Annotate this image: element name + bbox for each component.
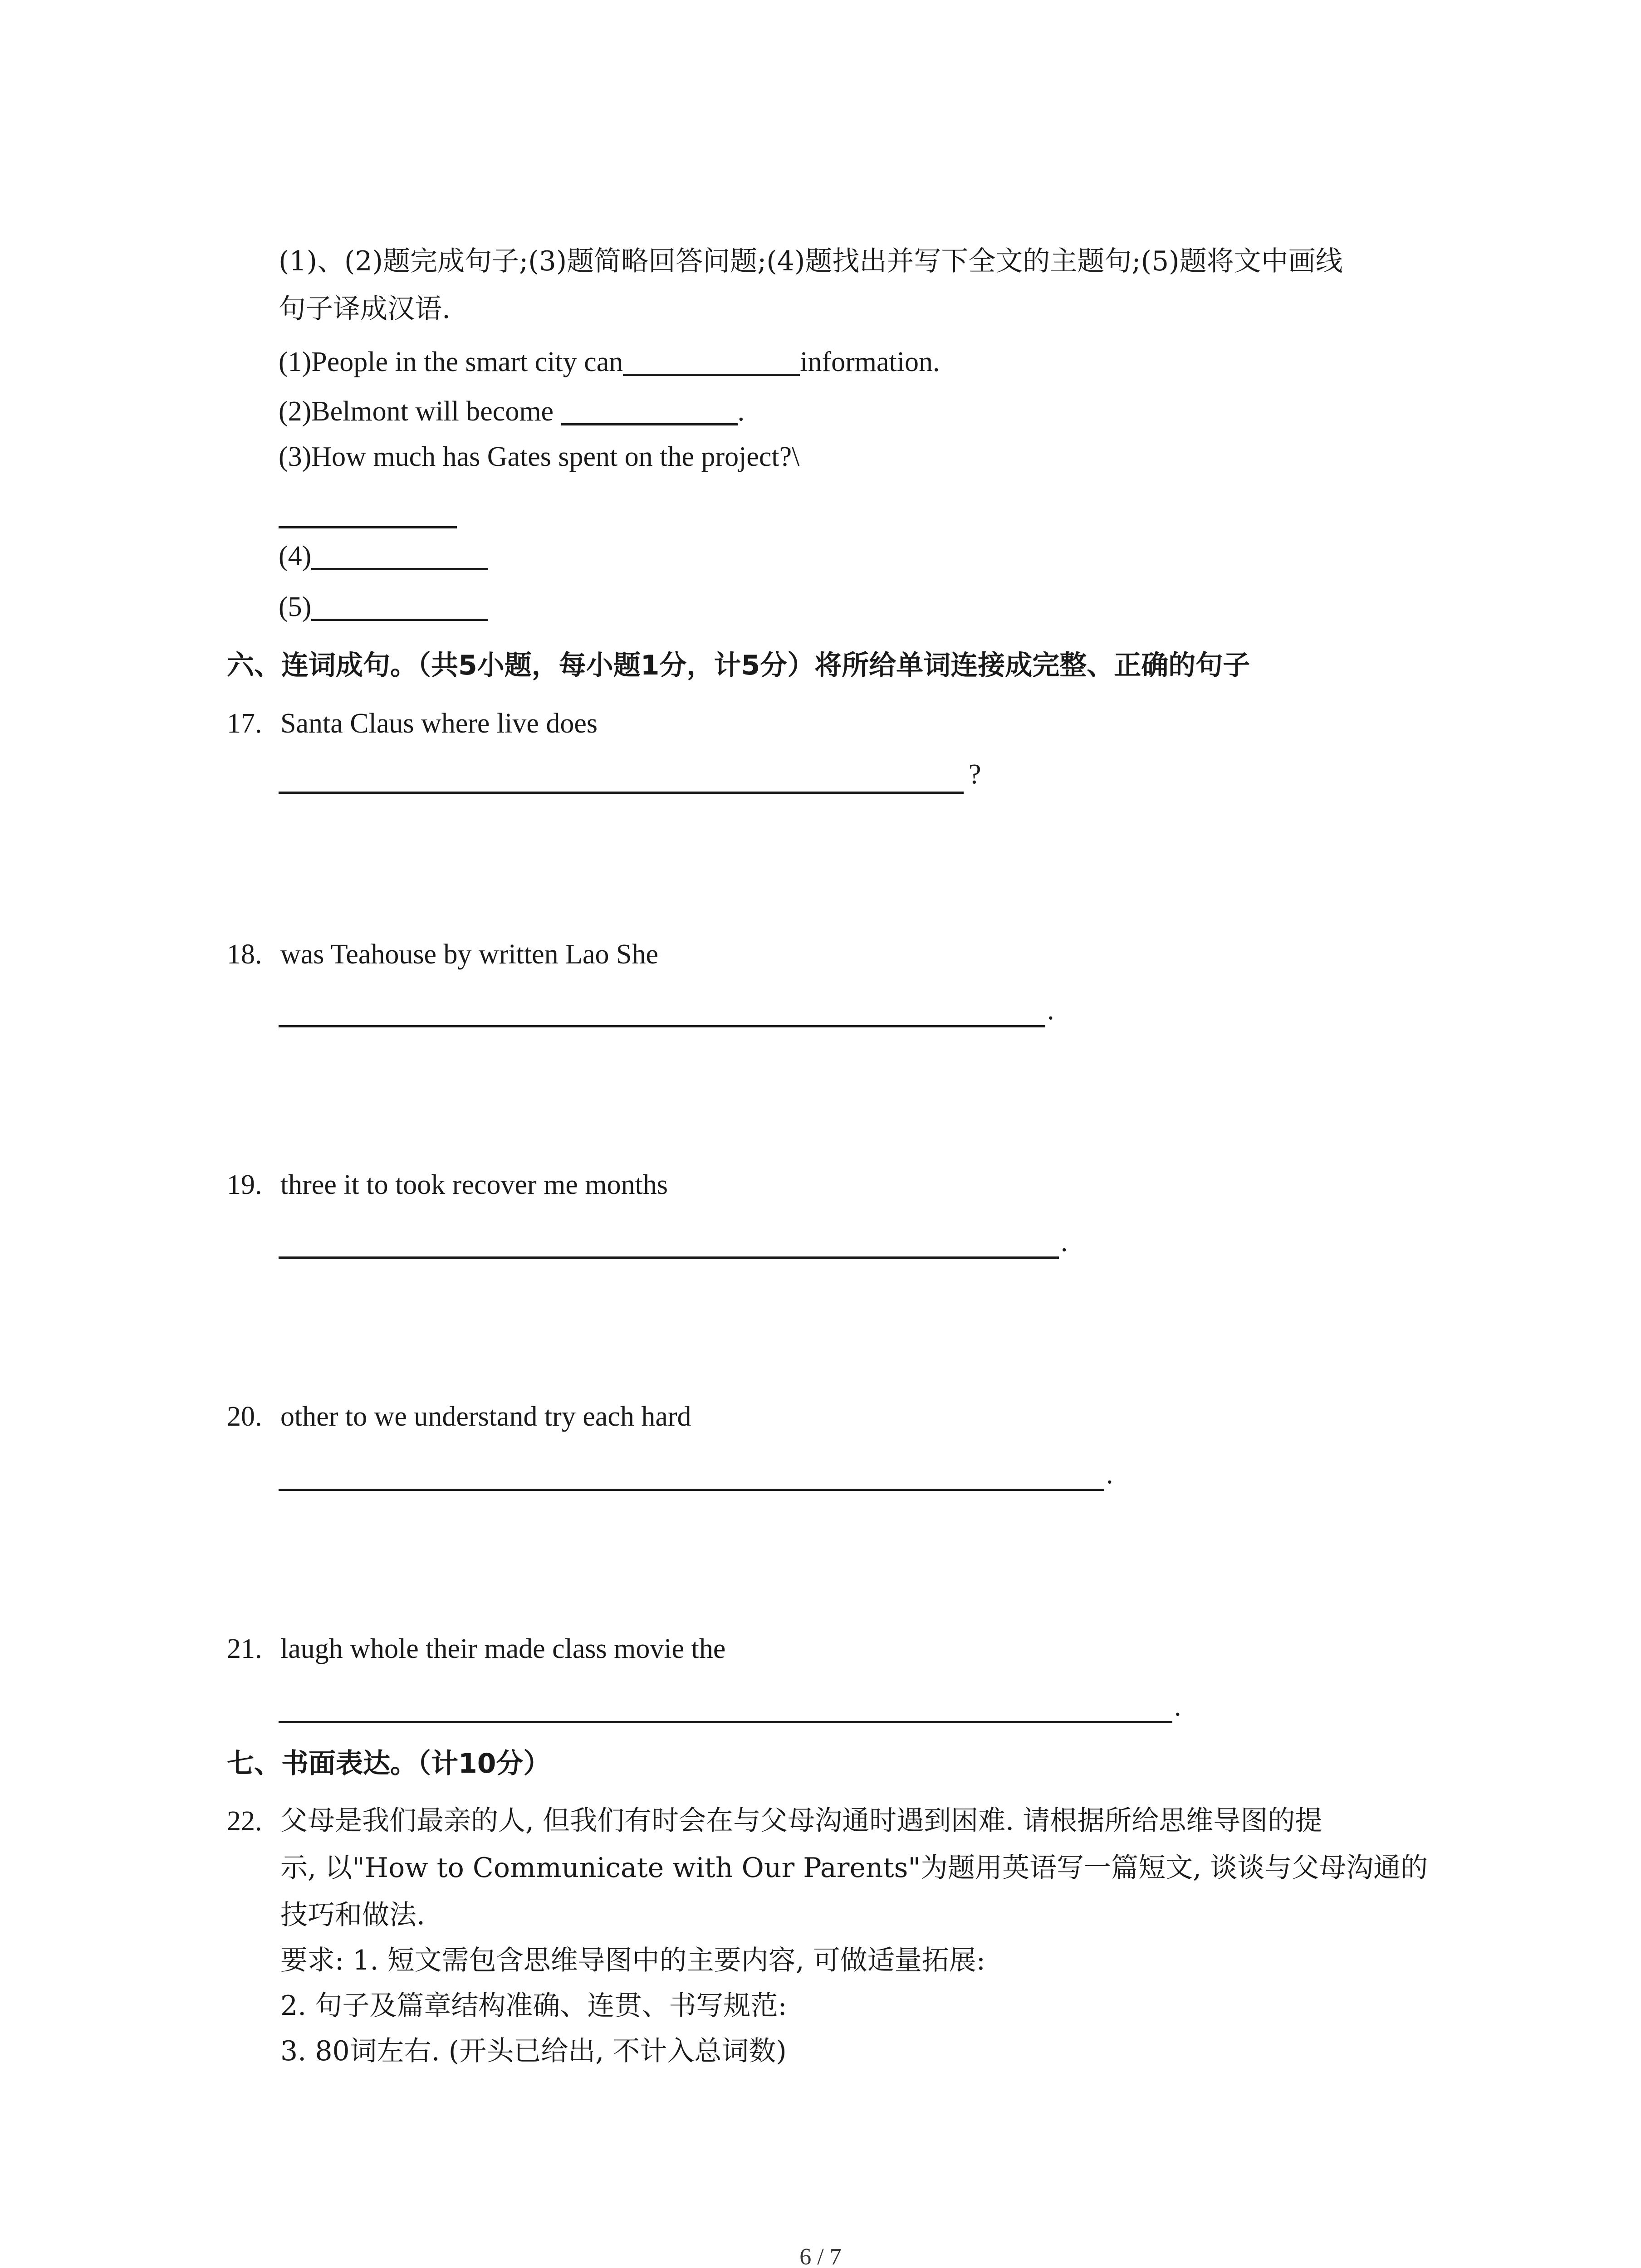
end-punctuation: .	[1174, 1691, 1181, 1722]
question-2	[279, 396, 745, 425]
reading-instruction-line2: 句子译成汉语.	[279, 293, 451, 325]
answer-blank[interactable]	[561, 396, 738, 425]
question-4	[279, 541, 488, 570]
page-number: 6 / 7	[799, 2244, 842, 2268]
requirement-1: 要求: 1. 短文需包含思维导图中的主要内容, 可做适量拓展:	[280, 1945, 985, 1976]
answer-blank[interactable]	[311, 541, 488, 570]
item-words: laugh whole their made class movie the	[280, 1633, 726, 1664]
item-20	[227, 1403, 691, 1431]
requirement-2: 2. 句子及篇章结构准确、连贯、书写规范:	[280, 1990, 787, 2022]
item-22-number: 22.	[227, 1806, 262, 1837]
end-punctuation: ?	[969, 759, 981, 790]
answer-line-19[interactable]	[279, 1256, 1059, 1259]
question-2-text: (2)Belmont will become	[279, 396, 561, 427]
answer-line-3[interactable]	[279, 526, 457, 528]
item-words: Santa Claus where live does	[280, 708, 598, 739]
answer-line-21[interactable]	[279, 1721, 1172, 1723]
question-1	[279, 347, 940, 376]
answer-line-20[interactable]	[279, 1489, 1104, 1491]
answer-blank[interactable]	[623, 347, 800, 376]
item-words: was Teahouse by written Lao She	[280, 939, 659, 970]
answer-blank[interactable]	[311, 591, 488, 621]
writing-prompt-line2: 示, 以"How to Communicate with Our Parents"为题用英语写一篇短文, 谈谈与父母沟通的	[280, 1852, 1428, 1884]
question-1-text: (1)People in the smart city can	[279, 347, 623, 377]
end-punctuation: .	[1061, 1227, 1068, 1257]
question-3: (3)How much has Gates spent on the project?\	[279, 441, 800, 472]
item-words: three it to took recover me months	[280, 1169, 668, 1200]
item-number: 21.	[227, 1633, 262, 1664]
requirement-3: 3. 80词左右. (开头已给出, 不计入总词数)	[280, 2035, 787, 2067]
item-number: 20.	[227, 1401, 262, 1432]
reading-instruction-line1: (1)、(2)题完成句子;(3)题简略回答问题;(4)题找出并写下全文的主题句;(5)题将文中画线	[279, 245, 1343, 277]
writing-prompt-line1: 父母是我们最亲的人, 但我们有时会在与父母沟通时遇到困难. 请根据所给思维导图的提	[280, 1805, 1323, 1837]
item-21	[227, 1635, 725, 1663]
end-punctuation: .	[1106, 1459, 1113, 1490]
question-2-tail: .	[737, 396, 745, 427]
end-punctuation: .	[1047, 995, 1054, 1026]
question-5-label: (5)	[279, 591, 312, 622]
writing-prompt-line3: 技巧和做法.	[280, 1899, 426, 1931]
item-words: other to we understand try each hard	[280, 1401, 691, 1432]
item-19	[227, 1171, 668, 1199]
item-number: 19.	[227, 1169, 262, 1200]
section-6-heading: 六、连词成句。（共5小题，每小题1分，计5分）将所给单词连接成完整、正确的句子	[227, 650, 1250, 681]
section-7-heading: 七、书面表达。（计10分）	[227, 1748, 551, 1779]
item-17	[227, 709, 598, 738]
question-4-label: (4)	[279, 541, 312, 572]
answer-line-18[interactable]	[279, 1025, 1045, 1027]
item-number: 17.	[227, 708, 262, 739]
item-number: 18.	[227, 939, 262, 970]
question-5	[279, 591, 488, 621]
answer-line-17[interactable]	[279, 792, 964, 794]
item-18	[227, 940, 658, 968]
question-1-tail: information.	[800, 347, 940, 377]
